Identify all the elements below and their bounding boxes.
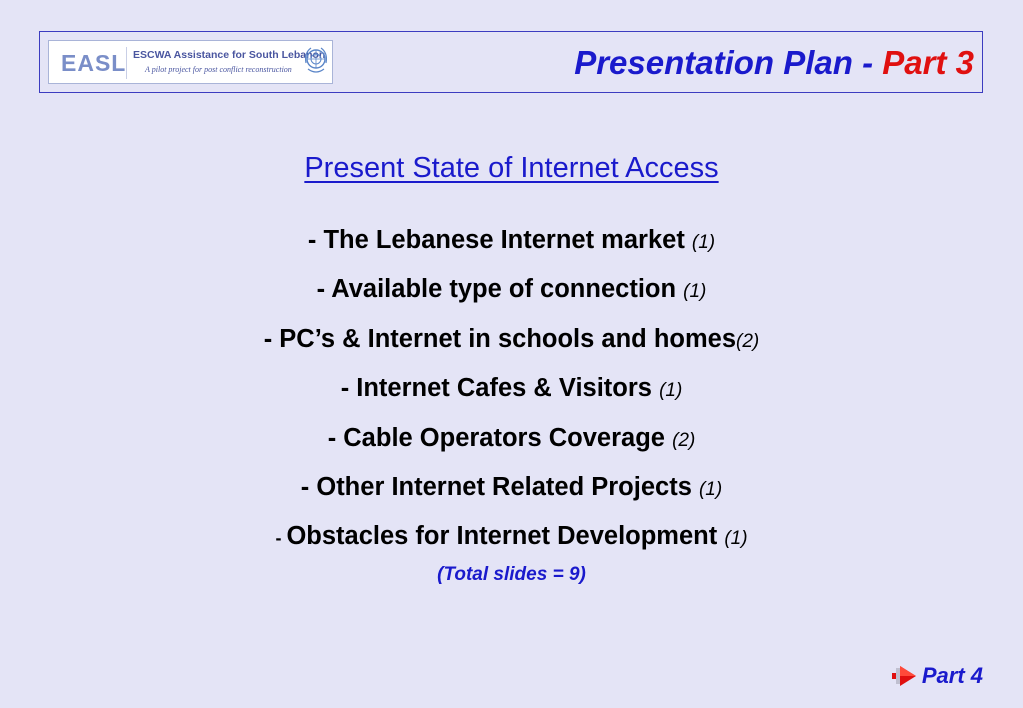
list-item <box>0 422 1023 471</box>
item-count: (1) <box>659 380 683 402</box>
un-emblem-icon <box>302 45 330 79</box>
arrow-right-icon <box>892 664 918 688</box>
next-part-label[interactable]: Part 4 <box>921 663 983 688</box>
list-item <box>0 323 1023 372</box>
header-bar <box>39 31 983 93</box>
list-item <box>0 471 1023 520</box>
section-heading: Present State of Internet Access <box>304 152 719 184</box>
item-prefix: - <box>340 374 357 403</box>
item-label: Other Internet Related Projects <box>316 472 699 501</box>
topic-list <box>0 224 1023 570</box>
next-part-link[interactable] <box>892 663 983 689</box>
list-item <box>0 372 1023 421</box>
item-label: PC’s & Internet in schools and homes <box>279 324 737 353</box>
item-prefix: - <box>307 226 324 254</box>
total-slides-note: (Total slides = 9) <box>437 564 586 585</box>
item-prefix: - <box>300 472 317 501</box>
item-prefix: - <box>263 324 280 353</box>
logo-tagline: A pilot project for post conflict reconstruction <box>145 65 292 74</box>
item-count: (2) <box>672 429 696 451</box>
item-count: (1) <box>691 232 716 253</box>
item-prefix: - <box>316 275 332 304</box>
logo-mark: EASL <box>61 50 127 76</box>
item-label: Available type of connection <box>331 275 684 304</box>
item-count: (2) <box>736 330 760 352</box>
list-item <box>0 224 1023 273</box>
slide-title-accent: Part 3 <box>882 44 974 81</box>
slide-title-main: Presentation Plan - <box>574 44 883 81</box>
item-prefix: - <box>327 423 344 452</box>
item-label: Internet Cafes & Visitors <box>356 374 660 403</box>
item-label: Cable Operators Coverage <box>343 423 673 452</box>
item-label: The Lebanese Internet market <box>323 226 692 254</box>
item-count: (1) <box>698 478 723 500</box>
list-item <box>0 273 1023 322</box>
item-count: (1) <box>683 281 707 303</box>
item-label: Obstacles for Internet Development <box>286 522 725 551</box>
list-item <box>0 520 1023 569</box>
item-prefix: - <box>275 528 287 549</box>
logo-divider <box>126 47 127 79</box>
logo-title: ESCWA Assistance for South Lebanon <box>133 49 326 61</box>
slide-title <box>574 44 974 82</box>
easl-logo <box>48 40 333 84</box>
item-count: (1) <box>724 528 748 550</box>
